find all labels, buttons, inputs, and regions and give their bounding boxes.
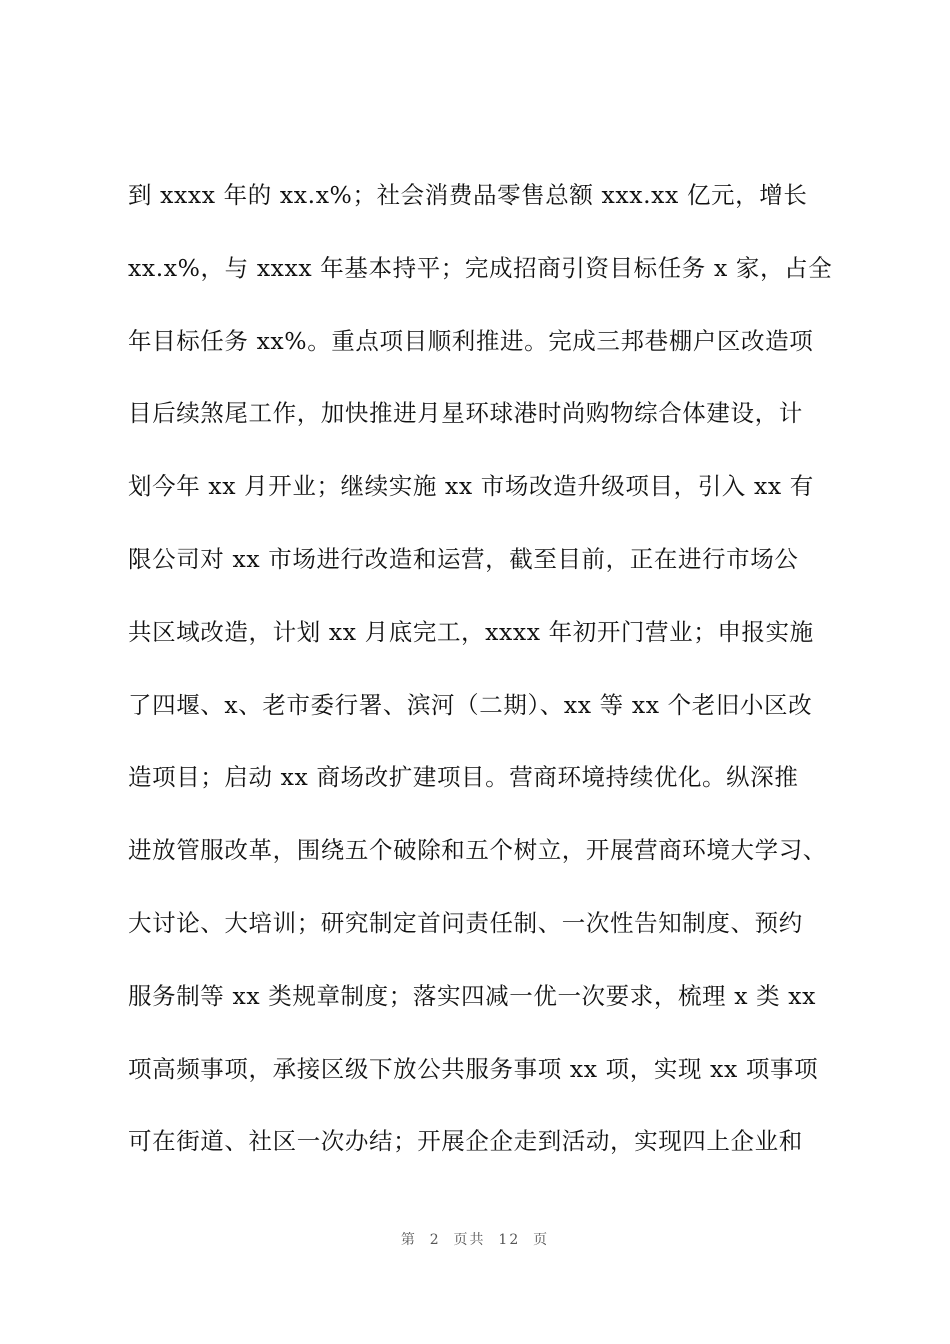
text-line: 目后续煞尾工作，加快推进月星环球港时尚购物综合体建设，计 (128, 399, 803, 428)
text-line: xx.x%，与 xxxx 年基本持平；完成招商引资目标任务 x 家，占全 (128, 253, 833, 282)
text-line: 服务制等 xx 类规章制度；落实四减一优一次要求，梳理 x 类 xx (128, 981, 817, 1010)
page-number-footer: 第 2 页共 12 页 (400, 1232, 550, 1248)
text-line: 限公司对 xx 市场进行改造和运营，截至目前，正在进行市场公 (128, 544, 799, 573)
text-line: 了四堰、x、老市委行署、滨河（二期）、xx 等 xx 个老旧小区改 (128, 690, 813, 719)
text-line: 进放管服改革，围绕五个破除和五个树立，开展营商环境大学习、 (128, 836, 827, 865)
text-line: 可在街道、社区一次办结；开展企企走到活动，实现四上企业和 (128, 1127, 803, 1156)
text-line: 年目标任务 xx%。重点项目顺利推进。完成三邦巷棚户区改造项 (128, 326, 814, 355)
text-line: 造项目；启动 xx 商场改扩建项目。营商环境持续优化。纵深推 (128, 763, 799, 792)
text-line: 划今年 xx 月开业；继续实施 xx 市场改造升级项目，引入 xx 有 (128, 472, 814, 501)
text-line: 共区域改造，计划 xx 月底完工，xxxx 年初开门营业；申报实施 (128, 617, 814, 646)
text-line: 到 xxxx 年的 xx.x%；社会消费品零售总额 xxx.xx 亿元，增长 (128, 181, 808, 209)
text-line: 大讨论、大培训；研究制定首问责任制、一次性告知制度、预约 (128, 908, 803, 937)
body-text (128, 172, 888, 1191)
text-line: 项高频事项，承接区级下放公共服务事项 xx 项，实现 xx 项事项 (128, 1054, 819, 1083)
